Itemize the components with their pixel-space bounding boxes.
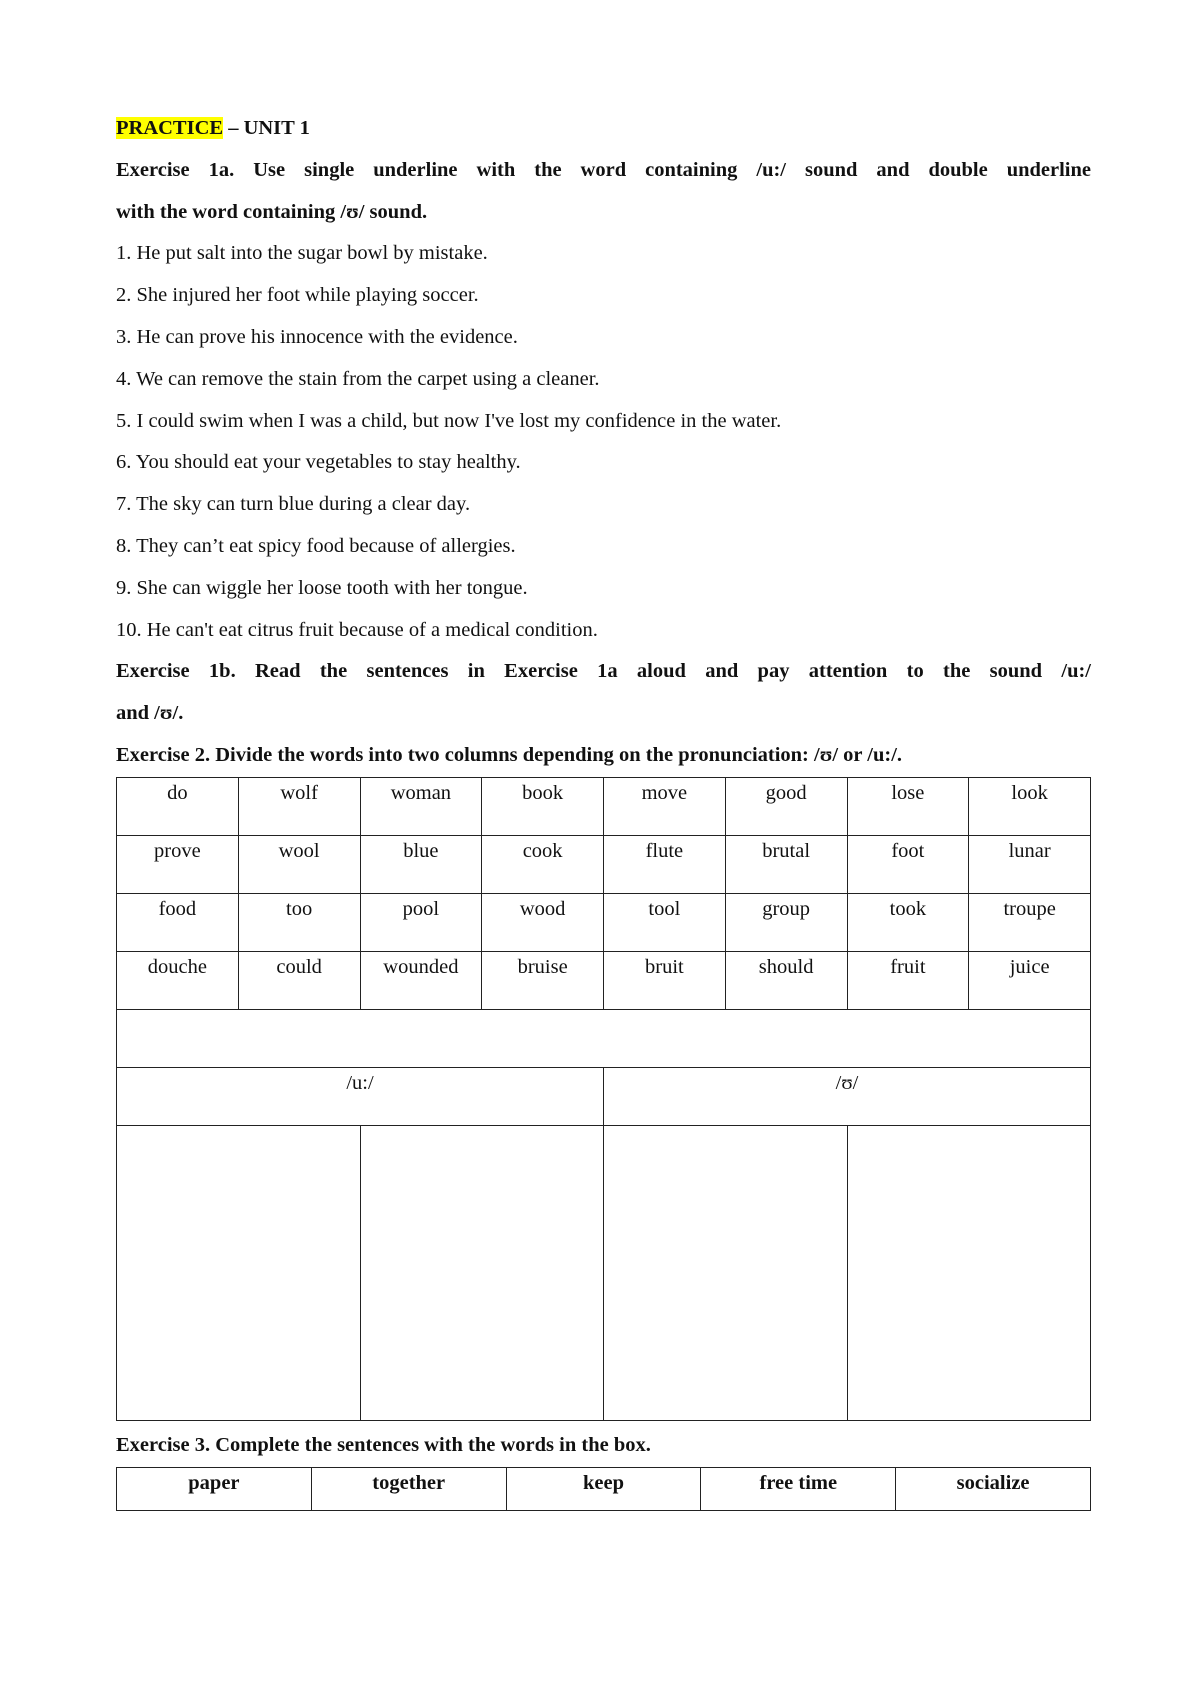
box-word-cell: socialize xyxy=(896,1467,1091,1510)
word-cell: fruit xyxy=(847,951,969,1009)
word-cell: should xyxy=(725,951,847,1009)
word-cell: cook xyxy=(482,835,604,893)
word-cell: do xyxy=(117,777,239,835)
exercise-1b-instruction-line2: and /ʊ/. xyxy=(116,702,184,725)
word-cell: troupe xyxy=(969,893,1091,951)
word-cell: bruit xyxy=(604,951,726,1009)
answer-cell[interactable] xyxy=(360,1125,604,1420)
word-cell: took xyxy=(847,893,969,951)
box-word-cell: paper xyxy=(117,1467,312,1510)
box-word-cell: together xyxy=(311,1467,506,1510)
word-cell: wool xyxy=(238,835,360,893)
answer-cell[interactable] xyxy=(117,1125,361,1420)
spacer-cell xyxy=(117,1009,1091,1067)
short-u-header: /ʊ/ xyxy=(604,1067,1091,1125)
table-row xyxy=(117,893,1091,951)
table-row xyxy=(117,777,1091,835)
box-word-cell: free time xyxy=(701,1467,896,1510)
exercise-2-instruction: Exercise 2. Divide the words into two columns depending on the pronunciation: /ʊ/ or /u:/. xyxy=(116,743,903,766)
word-cell: wolf xyxy=(238,777,360,835)
table-row xyxy=(117,951,1091,1009)
sentence-item: 2. She injured her foot while playing soccer. xyxy=(116,284,479,307)
word-cell: group xyxy=(725,893,847,951)
answer-row xyxy=(117,1125,1091,1420)
answer-cell[interactable] xyxy=(604,1125,848,1420)
sentence-item: 3. He can prove his innocence with the evidence. xyxy=(116,325,518,348)
sentence-item: 8. They can’t eat spicy food because of allergies. xyxy=(116,534,516,557)
word-sort-table xyxy=(116,777,1091,1421)
word-cell: douche xyxy=(117,951,239,1009)
word-box-table xyxy=(116,1467,1091,1511)
title-rest: – UNIT 1 xyxy=(223,117,310,139)
exercise-1a-instruction-line2: with the word containing /ʊ/ sound. xyxy=(116,200,428,223)
word-cell: brutal xyxy=(725,835,847,893)
sentence-item: 4. We can remove the stain from the carpet using a cleaner. xyxy=(116,367,600,390)
word-cell: prove xyxy=(117,835,239,893)
box-word-cell: keep xyxy=(506,1467,701,1510)
word-cell: foot xyxy=(847,835,969,893)
table-row xyxy=(117,835,1091,893)
word-cell: lunar xyxy=(969,835,1091,893)
sentence-item: 6. You should eat your vegetables to stay healthy. xyxy=(116,451,521,474)
word-cell: move xyxy=(604,777,726,835)
exercise-1a-instruction-line1: Exercise 1a. Use single underline with the word containing /u:/ sound and double underline xyxy=(116,158,1091,181)
sentence-item: 7. The sky can turn blue during a clear day. xyxy=(116,493,471,516)
long-u-header: /u:/ xyxy=(117,1067,604,1125)
word-cell: wood xyxy=(482,893,604,951)
table-row xyxy=(117,1467,1091,1510)
word-cell: food xyxy=(117,893,239,951)
worksheet-page xyxy=(116,108,1091,1511)
sound-header-row xyxy=(117,1067,1091,1125)
sentence-item: 10. He can't eat citrus fruit because of a medical condition. xyxy=(116,618,598,641)
word-cell: lose xyxy=(847,777,969,835)
word-cell: wounded xyxy=(360,951,482,1009)
word-cell: tool xyxy=(604,893,726,951)
word-cell: pool xyxy=(360,893,482,951)
word-cell: woman xyxy=(360,777,482,835)
word-cell: juice xyxy=(969,951,1091,1009)
word-cell: too xyxy=(238,893,360,951)
exercise-1b-instruction-line1: Exercise 1b. Read the sentences in Exercise 1a aloud and pay attention to the sound /u:/ xyxy=(116,660,1091,683)
sentence-item: 1. He put salt into the sugar bowl by mistake. xyxy=(116,242,488,265)
page-title xyxy=(116,108,1091,150)
answer-cell[interactable] xyxy=(847,1125,1091,1420)
exercise-3-instruction: Exercise 3. Complete the sentences with the words in the box. xyxy=(116,1433,651,1456)
exercise-1a-sentence-list xyxy=(116,233,1091,651)
word-cell: flute xyxy=(604,835,726,893)
word-cell: bruise xyxy=(482,951,604,1009)
word-cell: blue xyxy=(360,835,482,893)
sentence-item: 5. I could swim when I was a child, but now I've lost my confidence in the water. xyxy=(116,409,782,432)
sentence-item: 9. She can wiggle her loose tooth with her tongue. xyxy=(116,576,528,599)
word-cell: look xyxy=(969,777,1091,835)
word-cell: good xyxy=(725,777,847,835)
word-cell: book xyxy=(482,777,604,835)
table-spacer-row xyxy=(117,1009,1091,1067)
word-cell: could xyxy=(238,951,360,1009)
title-highlight: PRACTICE xyxy=(116,117,224,139)
